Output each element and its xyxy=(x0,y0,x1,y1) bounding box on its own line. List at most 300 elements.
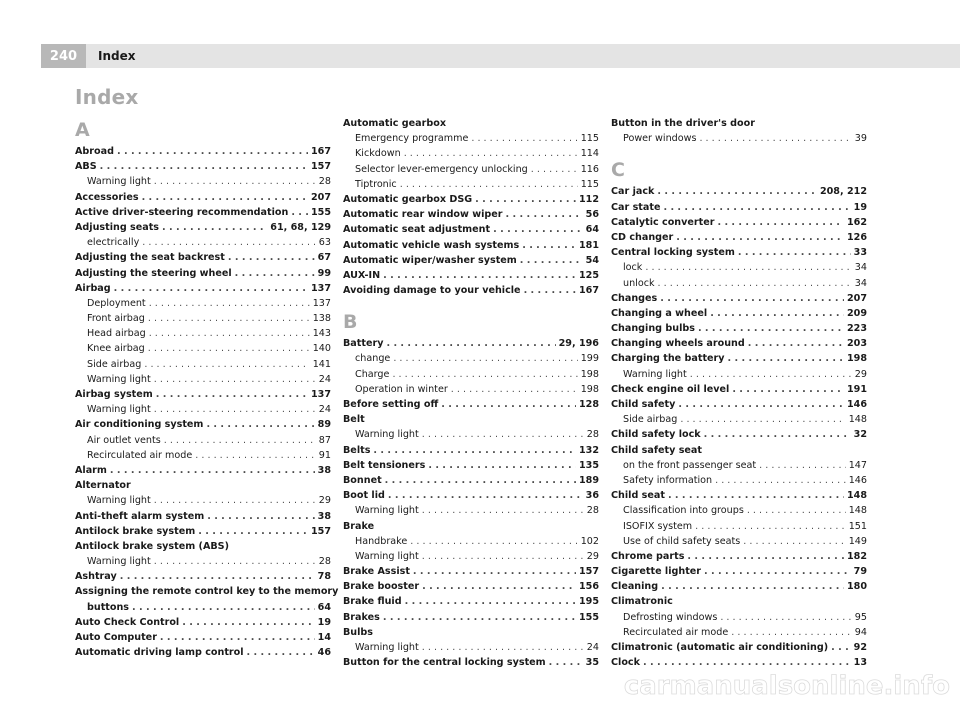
page-reference: 14 xyxy=(317,632,331,643)
index-term: Front airbag xyxy=(87,313,145,325)
index-entry xyxy=(343,458,599,473)
index-subentry xyxy=(611,367,867,382)
index-subentry xyxy=(611,519,867,534)
dot-leader xyxy=(373,443,576,458)
index-term: Chrome parts xyxy=(611,550,685,562)
index-term: Child safety xyxy=(611,399,676,410)
index-term: Changes xyxy=(611,292,658,304)
index-term: Airbag system xyxy=(75,389,153,400)
dot-leader xyxy=(156,387,308,402)
index-term: Boot lid xyxy=(343,490,385,502)
dot-leader xyxy=(247,645,315,660)
page-reference: 116 xyxy=(580,163,599,175)
index-subentry xyxy=(343,640,599,655)
index-term: Anti-theft alarm system xyxy=(75,510,205,522)
page-reference: 33 xyxy=(853,247,867,259)
index-entry xyxy=(343,655,599,670)
page-reference: 191 xyxy=(846,383,867,395)
dot-leader xyxy=(493,222,583,237)
index-term: Belt tensioners xyxy=(343,459,426,471)
index-subentry xyxy=(75,296,331,311)
index-entry xyxy=(343,397,599,412)
dot-leader xyxy=(698,321,844,336)
index-entry xyxy=(75,630,331,645)
page-reference: 28 xyxy=(586,429,599,441)
index-subentry xyxy=(75,433,331,448)
index-entry xyxy=(343,336,599,351)
index-entry xyxy=(75,266,331,281)
page-reference: 198 xyxy=(580,383,599,395)
page-reference: 137 xyxy=(310,282,331,294)
index-subentry xyxy=(343,427,599,442)
page-reference: 155 xyxy=(310,206,331,218)
page-reference: 94 xyxy=(854,626,867,638)
page-reference: 180 xyxy=(846,581,867,593)
page-reference: 115 xyxy=(580,133,599,145)
page-reference: 28 xyxy=(318,556,331,568)
index-term: Air outlet vents xyxy=(87,434,161,446)
index-entry xyxy=(75,584,339,599)
index-term: buttons xyxy=(87,601,130,613)
index-subentry xyxy=(343,146,599,161)
dot-leader xyxy=(678,397,844,412)
index-term: Adjusting the seat backrest xyxy=(75,252,225,264)
index-term: Handbrake xyxy=(355,535,408,547)
index-term: Brake fluid xyxy=(343,596,402,608)
page-reference: 146 xyxy=(846,399,867,410)
index-entry xyxy=(343,443,599,458)
dot-leader xyxy=(144,357,309,372)
index-term: Automatic driving lamp control xyxy=(75,647,244,659)
page-reference: 182 xyxy=(846,550,867,562)
index-term: Knee airbag xyxy=(87,343,145,355)
page-reference: 198 xyxy=(846,353,867,365)
index-subentry xyxy=(611,260,867,275)
index-subentry xyxy=(343,351,599,366)
index-term: Warning light xyxy=(87,373,151,385)
index-term: Head airbag xyxy=(87,328,146,340)
index-subentry xyxy=(611,473,867,488)
index-term: Air conditioning system xyxy=(75,419,204,431)
index-term: Safety information xyxy=(623,474,713,486)
dot-leader xyxy=(393,351,577,366)
page-reference: 162 xyxy=(846,216,867,228)
page-reference: 56 xyxy=(585,209,599,221)
page-reference: 126 xyxy=(846,231,867,243)
index-term: Charge xyxy=(355,368,390,380)
page-reference: 155 xyxy=(578,611,599,623)
index-term: Child seat xyxy=(611,490,665,502)
dot-leader xyxy=(743,534,845,549)
page-reference: 34 xyxy=(854,262,867,274)
index-entry xyxy=(343,564,599,579)
dot-leader xyxy=(110,463,315,478)
index-subentry xyxy=(343,162,599,177)
index-letter-heading: A xyxy=(75,119,90,141)
index-entry xyxy=(343,488,599,503)
dot-leader xyxy=(405,594,576,609)
dot-leader xyxy=(206,417,314,432)
page-reference: 199 xyxy=(580,353,599,365)
index-term: Selector lever-emergency unlocking xyxy=(355,163,528,175)
index-entry xyxy=(75,478,331,493)
index-term: Defrosting windows xyxy=(623,611,718,623)
page-reference: 78 xyxy=(317,571,331,583)
index-entry xyxy=(343,207,599,222)
dot-leader xyxy=(154,493,316,508)
dot-leader xyxy=(383,610,576,625)
index-term: Brake Assist xyxy=(343,566,410,578)
dot-leader xyxy=(383,268,576,283)
index-term: Antilock brake system (ABS) xyxy=(75,540,229,552)
dot-leader xyxy=(148,311,310,326)
page-reference: 29 xyxy=(586,550,599,562)
index-entry xyxy=(75,645,331,660)
page-reference: 13 xyxy=(853,657,867,669)
index-term: ISOFIX system xyxy=(623,520,693,532)
dot-leader xyxy=(531,162,578,177)
page-reference: 208, 212 xyxy=(819,186,867,198)
dot-leader xyxy=(738,245,851,260)
page-reference: 63 xyxy=(318,237,331,249)
dot-leader xyxy=(549,655,583,670)
index-subentry xyxy=(343,382,599,397)
index-term: Use of child safety seats xyxy=(623,535,741,547)
index-term: Alarm xyxy=(75,464,107,476)
dot-leader xyxy=(687,549,844,564)
dot-leader xyxy=(759,458,846,473)
page-reference: 95 xyxy=(854,611,867,623)
page-reference: 28 xyxy=(318,176,331,188)
index-term: Brake booster xyxy=(343,581,420,593)
index-term: Warning light xyxy=(355,505,419,517)
dot-leader xyxy=(160,630,315,645)
index-subentry xyxy=(75,311,331,326)
index-entry xyxy=(75,220,331,235)
index-term: Ashtray xyxy=(75,571,117,583)
dot-leader xyxy=(410,534,577,549)
page-reference: 195 xyxy=(578,596,599,608)
index-subentry xyxy=(611,412,867,427)
section-gap xyxy=(611,146,867,156)
index-term: Climatronic xyxy=(611,596,673,608)
index-term: Catalytic converter xyxy=(611,216,715,228)
index-entry xyxy=(343,473,599,488)
index-subentry xyxy=(75,235,331,250)
dot-leader xyxy=(154,372,316,387)
index-entry xyxy=(75,250,331,265)
index-term: Avoiding damage to your vehicle xyxy=(343,285,521,297)
index-entry xyxy=(611,655,867,670)
page-reference: 92 xyxy=(853,642,867,653)
index-term: Automatic gearbox DSG xyxy=(343,193,473,205)
index-entry xyxy=(611,594,867,609)
index-entry xyxy=(611,397,867,412)
section-title: Index xyxy=(98,49,136,63)
dot-leader xyxy=(524,283,576,298)
dot-leader xyxy=(731,625,852,640)
dot-leader xyxy=(661,579,844,594)
index-term: AUX-IN xyxy=(343,269,381,281)
index-term: Auto Computer xyxy=(75,632,157,643)
index-term: unlock xyxy=(623,277,655,289)
index-subentry xyxy=(611,534,867,549)
index-subentry xyxy=(75,174,331,189)
page-reference: 99 xyxy=(317,267,331,279)
page-reference: 207 xyxy=(846,292,867,304)
index-term: Abroad xyxy=(75,146,114,157)
index-term: Alternator xyxy=(75,480,131,492)
index-term: Warning light xyxy=(623,368,687,380)
dot-leader xyxy=(404,146,578,161)
index-term: ABS xyxy=(75,161,97,173)
index-entry xyxy=(75,417,331,432)
index-entry xyxy=(75,600,331,615)
index-term: Accessories xyxy=(75,191,139,203)
dot-leader xyxy=(660,291,844,306)
index-entry xyxy=(611,640,867,655)
page-reference: 29, 196 xyxy=(558,338,599,350)
page-reference: 181 xyxy=(578,239,599,251)
index-entry xyxy=(611,116,867,131)
page-reference: 125 xyxy=(578,269,599,281)
index-term: Changing bulbs xyxy=(611,323,695,335)
dot-leader xyxy=(676,230,844,245)
page-reference: 207 xyxy=(310,191,331,203)
page-reference: 46 xyxy=(317,647,331,659)
index-term: Kickdown xyxy=(355,148,401,160)
index-term: Central locking system xyxy=(611,247,735,259)
dot-leader xyxy=(422,579,576,594)
dot-leader xyxy=(100,159,308,174)
dot-leader xyxy=(154,554,316,569)
index-entry xyxy=(75,159,331,174)
page-reference: 29 xyxy=(854,368,867,380)
index-term: Operation in winter xyxy=(355,383,448,395)
index-term: Side airbag xyxy=(623,414,678,426)
dot-leader xyxy=(422,503,584,518)
section-gap xyxy=(343,298,599,308)
index-entry xyxy=(611,382,867,397)
dot-leader xyxy=(164,433,316,448)
page-reference: 24 xyxy=(586,642,599,653)
index-entry xyxy=(343,253,599,268)
page-reference: 151 xyxy=(848,520,867,532)
index-term: Warning light xyxy=(87,176,151,188)
index-term: Warning light xyxy=(87,495,151,507)
index-term: Auto Check Control xyxy=(75,616,180,628)
page-reference: 32 xyxy=(853,429,867,441)
dot-leader xyxy=(228,250,315,265)
index-column-3 xyxy=(611,116,867,670)
index-term: Warning light xyxy=(355,429,419,441)
dot-leader xyxy=(400,177,578,192)
index-term: Automatic wiper/washer system xyxy=(343,254,517,266)
dot-leader xyxy=(715,473,846,488)
index-term: Deployment xyxy=(87,297,146,309)
index-subentry xyxy=(75,326,331,341)
index-term: Clock xyxy=(611,657,640,669)
page-reference: 209 xyxy=(846,307,867,319)
page-reference: 143 xyxy=(312,328,331,340)
index-term: Airbag xyxy=(75,282,111,294)
dot-leader xyxy=(704,427,851,442)
page-reference: 29 xyxy=(318,495,331,507)
page-reference: 135 xyxy=(578,459,599,471)
dot-leader xyxy=(680,412,845,427)
dot-leader xyxy=(162,220,267,235)
page-reference: 146 xyxy=(848,474,867,486)
page-reference: 36 xyxy=(585,490,599,502)
dot-leader xyxy=(747,503,846,518)
index-subentry xyxy=(75,341,331,356)
index-entry xyxy=(75,539,331,554)
index-subentry xyxy=(75,402,331,417)
index-subentry xyxy=(343,367,599,382)
page-reference: 167 xyxy=(578,285,599,297)
page-reference: 34 xyxy=(854,277,867,289)
page-reference: 61, 68, 129 xyxy=(270,221,331,233)
index-entry xyxy=(343,116,599,131)
index-term: Brake xyxy=(343,520,375,532)
dot-leader xyxy=(149,296,310,311)
index-subentry xyxy=(343,549,599,564)
page-number: 240 xyxy=(41,44,86,68)
dot-leader xyxy=(645,260,851,275)
page-reference: 64 xyxy=(585,224,599,236)
index-entry xyxy=(343,283,599,298)
index-term: on the front passenger seat xyxy=(623,459,757,471)
dot-leader xyxy=(386,336,555,351)
index-term: Before setting off xyxy=(343,399,439,410)
page-reference: 137 xyxy=(310,389,331,400)
index-term: change xyxy=(355,353,391,365)
dot-leader xyxy=(695,519,846,534)
index-subentry xyxy=(611,503,867,518)
dot-leader xyxy=(668,488,844,503)
page-reference: 157 xyxy=(310,525,331,537)
index-term: Tiptronic xyxy=(355,178,397,190)
index-term: Charging the battery xyxy=(611,353,725,365)
dot-leader xyxy=(132,600,315,615)
index-term: Recirculated air mode xyxy=(87,449,193,461)
dot-leader xyxy=(522,238,576,253)
watermark-text: carmanualsonline.info xyxy=(623,671,950,700)
page-reference: 132 xyxy=(578,444,599,456)
dot-leader xyxy=(198,524,308,539)
index-entry xyxy=(611,321,867,336)
index-column-2 xyxy=(343,116,599,670)
index-term: Automatic vehicle wash systems xyxy=(343,239,520,251)
page-reference: 203 xyxy=(846,338,867,350)
index-term: Power windows xyxy=(623,133,697,145)
page-reference: 64 xyxy=(317,601,331,613)
page-reference: 148 xyxy=(848,414,867,426)
index-entry xyxy=(75,524,331,539)
index-entry xyxy=(75,463,331,478)
page-reference: 140 xyxy=(312,343,331,355)
page-reference: 115 xyxy=(580,178,599,190)
index-term: Emergency programme xyxy=(355,133,469,145)
index-term: Adjusting seats xyxy=(75,221,160,233)
dot-leader xyxy=(148,341,310,356)
dot-leader xyxy=(441,397,576,412)
index-term: Changing a wheel xyxy=(611,307,708,319)
dot-leader xyxy=(748,336,844,351)
dot-leader xyxy=(506,207,583,222)
page-reference: 54 xyxy=(585,254,599,266)
index-subentry xyxy=(611,131,867,146)
index-entry xyxy=(75,569,331,584)
index-entry xyxy=(343,610,599,625)
index-entry xyxy=(611,230,867,245)
index-entry xyxy=(343,222,599,237)
index-entry xyxy=(343,594,599,609)
index-entry xyxy=(343,519,599,534)
index-subentry xyxy=(75,448,331,463)
index-term: Check engine oil level xyxy=(611,383,730,395)
page-reference: 24 xyxy=(318,404,331,416)
dot-leader xyxy=(413,564,576,579)
index-term: Belts xyxy=(343,444,371,456)
index-entry xyxy=(75,387,331,402)
dot-leader xyxy=(117,144,308,159)
index-subentry xyxy=(75,493,331,508)
index-term: Car jack xyxy=(611,186,655,198)
page-reference: 156 xyxy=(578,581,599,593)
index-entry xyxy=(611,427,867,442)
index-subentry xyxy=(611,458,867,473)
page-reference: 189 xyxy=(578,474,599,486)
index-entry xyxy=(611,336,867,351)
page-reference: 87 xyxy=(318,434,331,446)
dot-leader xyxy=(663,200,850,215)
page-reference: 157 xyxy=(578,566,599,578)
dot-leader xyxy=(704,564,851,579)
page-reference: 141 xyxy=(312,358,331,370)
index-letter-heading: C xyxy=(611,159,625,182)
index-subentry xyxy=(75,372,331,387)
dot-leader xyxy=(195,448,316,463)
dot-leader xyxy=(657,184,817,199)
index-entry xyxy=(343,238,599,253)
page-reference: 148 xyxy=(846,490,867,502)
index-entry xyxy=(611,579,867,594)
dot-leader xyxy=(422,427,584,442)
index-term: Battery xyxy=(343,338,384,350)
page-reference: 114 xyxy=(580,148,599,160)
index-subentry xyxy=(611,625,867,640)
index-term: Child safety seat xyxy=(611,444,702,456)
index-term: Active driver-steering recommendation xyxy=(75,206,289,218)
index-entry xyxy=(75,281,331,296)
dot-leader xyxy=(699,131,851,146)
page-reference: 39 xyxy=(854,133,867,145)
index-term: Warning light xyxy=(355,550,419,562)
index-entry xyxy=(611,564,867,579)
index-term: Car state xyxy=(611,201,661,213)
index-entry xyxy=(611,443,867,458)
dot-leader xyxy=(142,190,308,205)
index-entry xyxy=(75,509,331,524)
dot-leader xyxy=(831,640,850,655)
index-entry xyxy=(611,184,867,199)
page-reference: 147 xyxy=(848,459,867,471)
index-entry xyxy=(611,215,867,230)
header-bar xyxy=(86,44,960,68)
index-entry xyxy=(611,200,867,215)
dot-leader xyxy=(149,326,310,341)
